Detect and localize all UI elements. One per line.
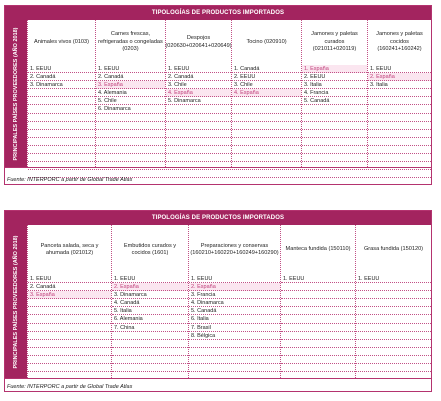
table-row: 5. Canadá [302, 97, 367, 105]
table-row [28, 122, 95, 130]
table-row [112, 340, 188, 348]
table-row [166, 154, 231, 162]
table-row [166, 105, 231, 113]
table-row [96, 138, 165, 146]
table-row [356, 283, 431, 291]
table-row [96, 154, 165, 162]
table-column [188, 225, 280, 378]
table-row: 3. Chile [166, 81, 231, 89]
table-column [111, 225, 188, 378]
table-row [28, 146, 95, 154]
table-row [232, 146, 301, 154]
table-row [281, 299, 355, 307]
table-row [368, 154, 431, 162]
table-row: 3. Dinamarca [28, 81, 95, 89]
table-row [232, 154, 301, 162]
column-header: Carnes frescas, refrigeradas o congeladas (0203) [98, 31, 163, 53]
table-row [356, 291, 431, 299]
country-list [302, 65, 367, 178]
table-row [189, 348, 280, 356]
table-row [356, 307, 431, 315]
table-row: 3. España [28, 291, 111, 299]
table-row: 1. Canadá [232, 65, 301, 73]
table-row [28, 340, 111, 348]
table-row [281, 364, 355, 372]
table-row [302, 146, 367, 154]
footer-divider [5, 378, 431, 379]
table-row [232, 105, 301, 113]
table-row [356, 315, 431, 323]
column-header: Jamones y paletas curados (021011+020119) [311, 31, 358, 53]
table-row: 1. EEUU [356, 275, 431, 283]
table-column [27, 225, 111, 378]
country-list [166, 65, 231, 178]
table-row: 1. EEUU [112, 275, 188, 283]
table-row [232, 114, 301, 122]
table-row [166, 130, 231, 138]
table-row [189, 340, 280, 348]
column-header: Animales vivos (0103) [33, 38, 90, 45]
table-row [28, 154, 95, 162]
table-row [302, 122, 367, 130]
table-row: 6. Italia [189, 315, 280, 323]
table-row [302, 114, 367, 122]
table-row [368, 146, 431, 154]
country-list [189, 275, 280, 372]
table-row: 5. Canadá [189, 307, 280, 315]
table-row [28, 315, 111, 323]
table-row [166, 138, 231, 146]
country-list [96, 65, 165, 178]
country-list [112, 275, 188, 372]
column-header: Manteca fundida (150110) [285, 246, 351, 253]
table-row [166, 170, 231, 178]
table-row [166, 122, 231, 130]
column-header: Embutidos curados y cocidos (1601) [123, 242, 177, 256]
table-column [280, 225, 355, 378]
table-row: 2. España [368, 73, 431, 81]
table-column [27, 20, 95, 167]
imports-table-2 [4, 210, 432, 392]
table-row: 4. Alemania [96, 89, 165, 97]
table-row [112, 348, 188, 356]
table-row [232, 97, 301, 105]
side-label-text: PRINCIPALES PAÍSES PROVEEDORES (AÑO 2018) [13, 234, 19, 369]
column-header: Grasa fundida (150120) [363, 246, 424, 253]
table-row [28, 114, 95, 122]
table-title: TIPOLOGÍAS DE PRODUCTOS IMPORTADOS [5, 6, 431, 20]
table-row: 2. EEUU [302, 73, 367, 81]
table-row [96, 122, 165, 130]
country-list [368, 65, 431, 178]
table-row [28, 105, 95, 113]
table-row: 5. Italia [112, 307, 188, 315]
table-row: 4. Canadá [112, 299, 188, 307]
table-row: 2. Canadá [166, 73, 231, 81]
table-row [28, 307, 111, 315]
table-row [356, 356, 431, 364]
table-row [356, 332, 431, 340]
table-row [28, 356, 111, 364]
table-row: 8. Bélgica [189, 332, 280, 340]
table-row [281, 324, 355, 332]
table-row [189, 356, 280, 364]
table-row: 6. Dinamarca [96, 105, 165, 113]
table-row [281, 332, 355, 340]
country-list [28, 275, 111, 372]
table-row [281, 291, 355, 299]
table-row [356, 340, 431, 348]
table-row [281, 283, 355, 291]
table-row: 7. Brasil [189, 324, 280, 332]
table-row: 2. España [189, 283, 280, 291]
table-row: 3. Italia [302, 81, 367, 89]
table-row [96, 146, 165, 154]
table-row [28, 364, 111, 372]
country-list [232, 65, 301, 178]
imports-table-1 [4, 5, 432, 185]
table-row [28, 332, 111, 340]
table-row: 1. EEUU [28, 65, 95, 73]
table-row: 3. España [96, 81, 165, 89]
table-row: 2. Canadá [96, 73, 165, 81]
table-column [95, 20, 165, 167]
table-column [165, 20, 231, 167]
table-row: 2. Canadá [28, 73, 95, 81]
table-row: 1. EEUU [281, 275, 355, 283]
table-row: 4. España [232, 89, 301, 97]
column-header: Jamones y paletas cocidos (160241+160242) [376, 31, 423, 53]
table-row: 1. EEUU [189, 275, 280, 283]
table-row [368, 89, 431, 97]
table-row [28, 138, 95, 146]
table-row [368, 138, 431, 146]
table-row [368, 114, 431, 122]
table-row [112, 356, 188, 364]
table-row [112, 332, 188, 340]
table-row [28, 97, 95, 105]
table-row [189, 364, 280, 372]
table-row: 1. EEUU [28, 275, 111, 283]
table-row [96, 114, 165, 122]
table-row: 1. EEUU [166, 65, 231, 73]
column-header: Despojos (020630+020641+020649) [165, 35, 232, 49]
table-row [232, 138, 301, 146]
table-row [166, 114, 231, 122]
table-row: 2. Canadá [28, 283, 111, 291]
source-note: Fuente: INTERPORC a partir de Global Trade Atlas [7, 177, 133, 183]
column-header: Tocino (020910) [246, 38, 287, 45]
table-row [281, 348, 355, 356]
column-header: Preparaciones y conservas (160210+160220+160249+160290) [190, 242, 279, 256]
table-row [28, 89, 95, 97]
table-column [301, 20, 367, 167]
table-row [232, 170, 301, 178]
table-row [302, 105, 367, 113]
table-row [302, 170, 367, 178]
table-row [28, 324, 111, 332]
side-label [5, 225, 27, 378]
table-row: 1. España [302, 65, 367, 73]
table-row [28, 299, 111, 307]
table-row [232, 122, 301, 130]
table-row [281, 340, 355, 348]
table-row: 4. Dinamarca [189, 299, 280, 307]
table-title: TIPOLOGÍAS DE PRODUCTOS IMPORTADOS [5, 211, 431, 225]
country-list [356, 275, 431, 372]
table-row: 4. Francia [302, 89, 367, 97]
table-row [232, 130, 301, 138]
table-row [302, 138, 367, 146]
table-row: 2. EEUU [232, 73, 301, 81]
table-row [112, 364, 188, 372]
table-row: 5. Dinamarca [166, 97, 231, 105]
table-row: 3. Italia [368, 81, 431, 89]
table-row [368, 105, 431, 113]
table-row [356, 324, 431, 332]
table-row: 4. España [166, 89, 231, 97]
table-row [302, 130, 367, 138]
table-row: 6. Alemania [112, 315, 188, 323]
table-column [367, 20, 431, 167]
table-row: 3. Chile [232, 81, 301, 89]
table-column [231, 20, 301, 167]
table-row [281, 315, 355, 323]
table-row: 1. EEUU [368, 65, 431, 73]
table-column [355, 225, 431, 378]
country-list [281, 275, 355, 372]
table-row: 3. Francia [189, 291, 280, 299]
table-row: 5. Chile [96, 97, 165, 105]
table-row [302, 154, 367, 162]
table-row: 3. Dinamarca [112, 291, 188, 299]
table-row [356, 299, 431, 307]
table-row: 7. China [112, 324, 188, 332]
table-row [28, 348, 111, 356]
table-row [28, 130, 95, 138]
table-row [166, 146, 231, 154]
table-row [281, 307, 355, 315]
table-row [96, 130, 165, 138]
table-row [368, 122, 431, 130]
table-row [368, 97, 431, 105]
table-row [368, 170, 431, 178]
country-list [28, 65, 95, 178]
side-label [5, 20, 27, 167]
footer-divider [5, 167, 431, 168]
column-header: Panceta salada, seca y ahumada (021012) [40, 242, 99, 256]
table-row [368, 130, 431, 138]
side-label-text: PRINCIPALES PAÍSES PROVEEDORES (AÑO 2018) [13, 26, 19, 161]
table-row [356, 364, 431, 372]
source-note: Fuente: INTERPORC a partir de Global Trade Atlas [7, 384, 133, 390]
table-row: 2. España [112, 283, 188, 291]
table-row [356, 348, 431, 356]
table-row [281, 356, 355, 364]
table-row: 1. EEUU [96, 65, 165, 73]
